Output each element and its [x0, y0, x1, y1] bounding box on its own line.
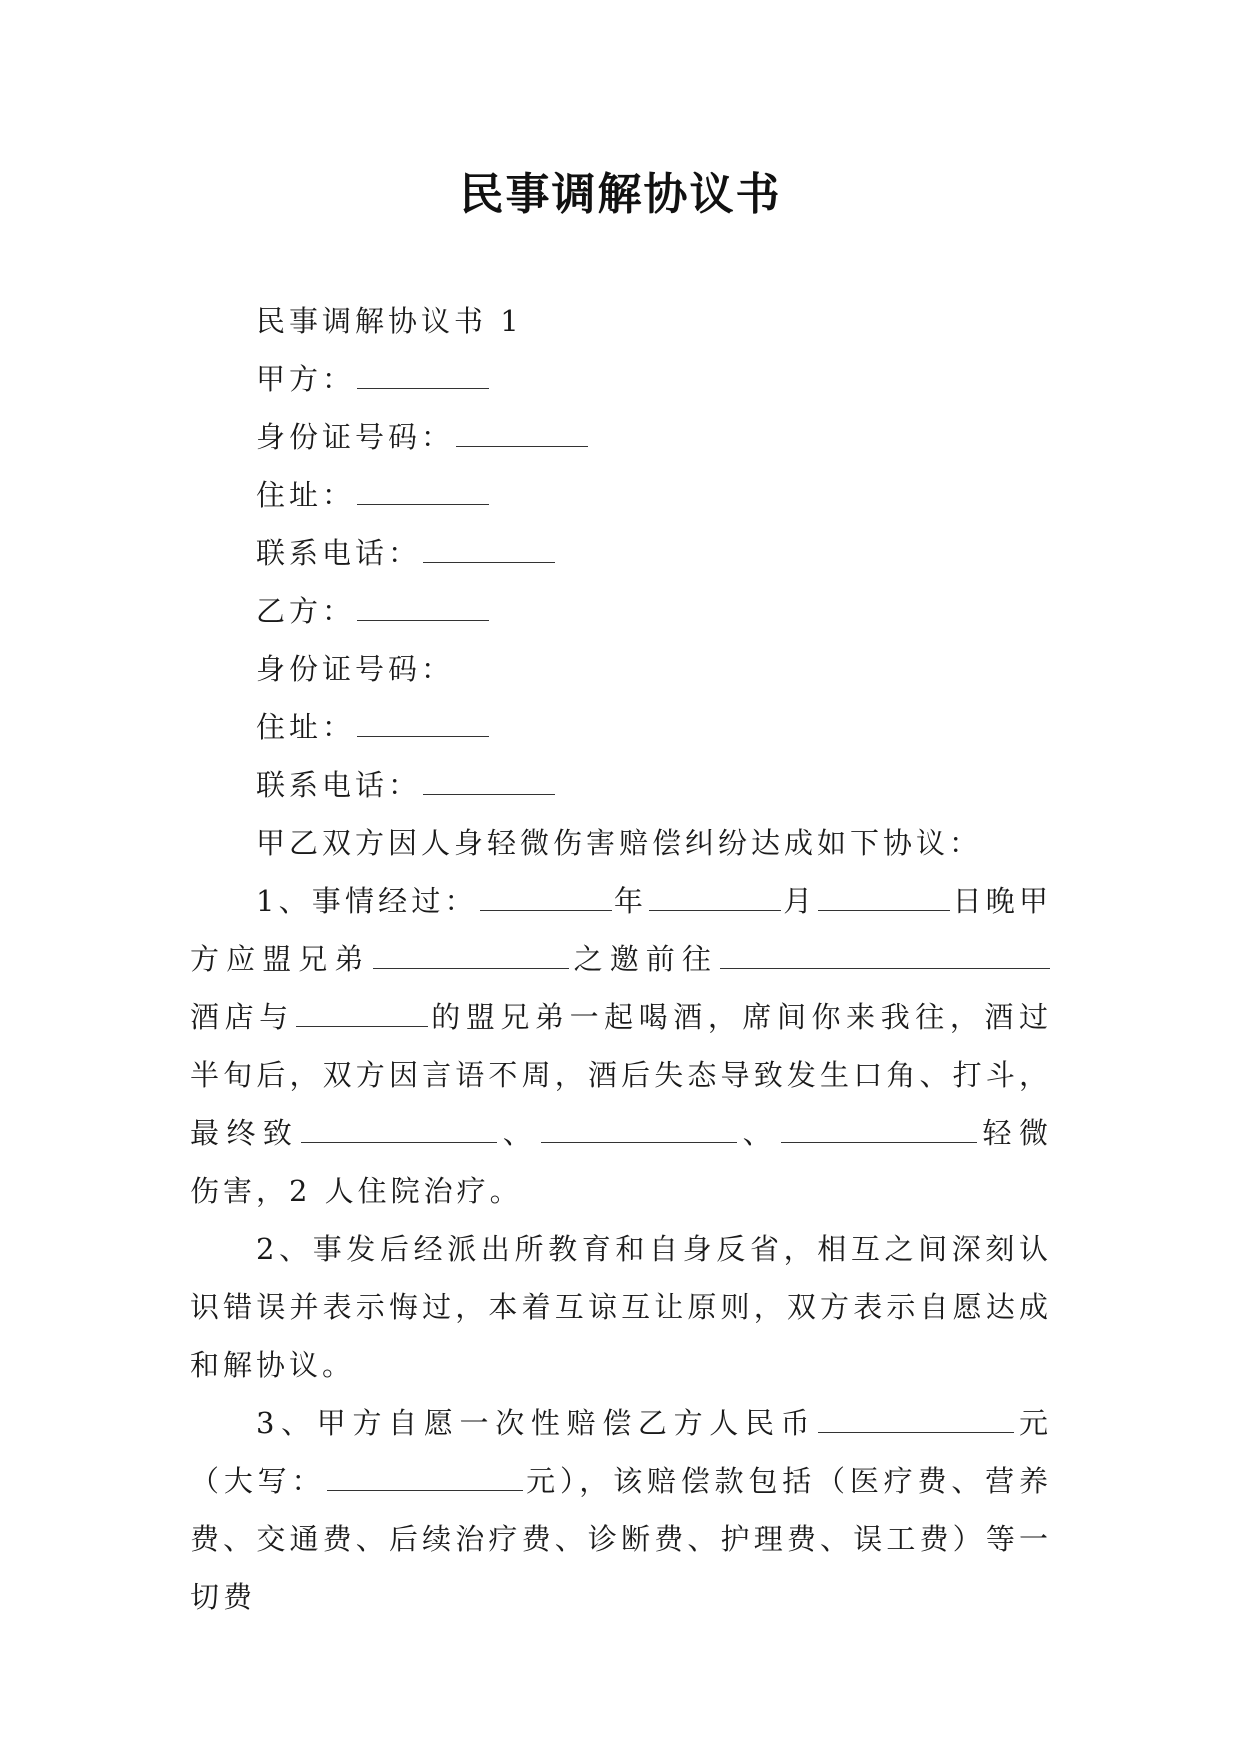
document-body — [190, 292, 1052, 1626]
companion-blank[interactable] — [296, 1002, 428, 1027]
clause-1-part-6: 酒店与 — [190, 1000, 294, 1034]
party-a-label: 甲方： — [256, 362, 356, 396]
party-b-address-line — [190, 698, 1052, 756]
party-a-address-line — [190, 466, 1052, 524]
party-b-address-blank[interactable] — [357, 712, 489, 737]
party-b-blank[interactable] — [357, 596, 489, 621]
clause-1-part-9: 、 — [739, 1116, 780, 1150]
party-b-label: 乙方： — [256, 594, 356, 628]
amount-words-blank[interactable] — [327, 1466, 523, 1491]
party-b-address-label: 住址： — [256, 710, 356, 744]
party-a-phone-label: 联系电话： — [256, 536, 422, 570]
brother-blank[interactable] — [373, 944, 569, 969]
document-title: 民事调解协议书 — [459, 169, 782, 220]
party-a-blank[interactable] — [357, 364, 489, 389]
amount-blank[interactable] — [818, 1408, 1014, 1433]
clause-1-part-8: 、 — [499, 1116, 540, 1150]
clause-1 — [190, 872, 1052, 1220]
clause-1-part-5: 之邀前往 — [570, 942, 718, 976]
injured-blank-3[interactable] — [781, 1118, 977, 1143]
clause-1-part-4: 日晚甲方应盟兄弟 — [190, 884, 1052, 976]
party-b-id-label: 身份证号码： — [256, 652, 455, 686]
clause-3-part-3: 元），该赔偿款包括（医疗费、营养费、交通费、后续治疗费、诊断费、护理费、误工费）等一切费 — [190, 1464, 1052, 1614]
agreement-intro: 甲乙双方因人身轻微伤害赔偿纠纷达成如下协议： — [256, 826, 983, 860]
clause-2: 2、事发后经派出所教育和自身反省，相互之间深刻认识错误并表示悔过，本着互谅互让原则，双方表示自愿达成和解协议。 — [190, 1232, 1052, 1382]
clause-1-part-7: 的盟兄弟一起喝酒，席间你来我往，酒过半旬后，双方因言语不周，酒后失态导致发生口角、打斗，最终致 — [190, 1000, 1052, 1150]
injured-blank-2[interactable] — [541, 1118, 737, 1143]
party-a-address-label: 住址： — [256, 478, 356, 512]
party-b-phone-label: 联系电话： — [256, 768, 422, 802]
clause-3-part-2: 元（大写： — [190, 1406, 1052, 1498]
party-b-phone-blank[interactable] — [423, 770, 555, 795]
clause-3 — [190, 1394, 1052, 1626]
clause-3-part-1: 3、甲方自愿一次性赔偿乙方人民币 — [256, 1406, 817, 1440]
clause-1-part-2: 年 — [613, 884, 648, 918]
party-b-id-line — [190, 640, 1052, 698]
party-a-id-blank[interactable] — [456, 422, 588, 447]
month-blank[interactable] — [649, 886, 781, 911]
party-a-address-blank[interactable] — [357, 480, 489, 505]
clause-1-part-10: 轻微伤害，2 人住院治疗。 — [190, 1116, 1052, 1208]
year-blank[interactable] — [480, 886, 612, 911]
document-subtitle: 民事调解协议书 1 — [256, 304, 523, 338]
party-a-line — [190, 350, 1052, 408]
venue-blank[interactable] — [720, 944, 1050, 969]
party-a-phone-line — [190, 524, 1052, 582]
party-a-phone-blank[interactable] — [423, 538, 555, 563]
injured-blank-1[interactable] — [301, 1118, 497, 1143]
day-blank[interactable] — [818, 886, 950, 911]
party-a-id-label: 身份证号码： — [256, 420, 455, 454]
party-a-id-line — [190, 408, 1052, 466]
clause-1-part-3: 月 — [783, 884, 817, 918]
party-b-line — [190, 582, 1052, 640]
party-b-phone-line — [190, 756, 1052, 814]
clause-1-part-1: 1、事情经过： — [256, 884, 478, 918]
